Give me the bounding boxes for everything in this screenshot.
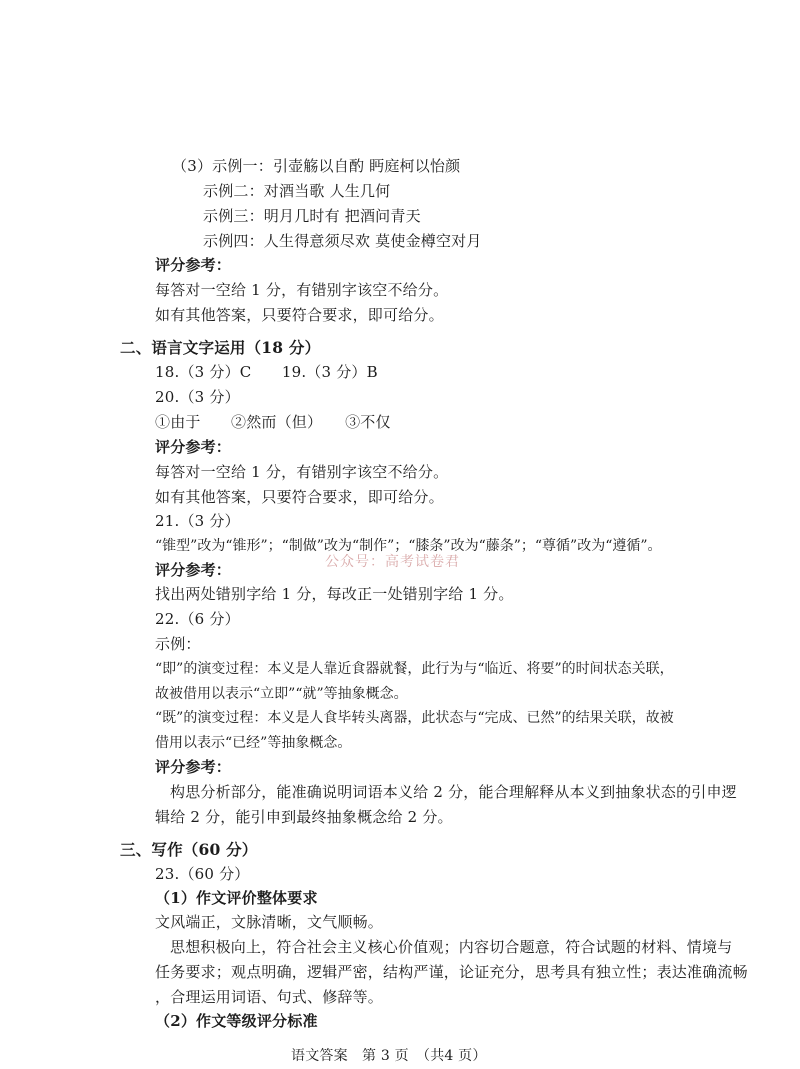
body-line: 任务要求；观点明确，逻辑严密，结构严谨，论证充分，思考具有独立性；表达准确流畅 (155, 963, 748, 981)
q18-q19-answers: 18.（3 分）C 19.（3 分）B (155, 363, 378, 381)
q22-paragraph-line: “即”的演变过程：本义是人靠近食器就餐，此行为与“临近、将要”的时间状态关联， (155, 661, 674, 677)
subheading: （2）作文等级评分标准 (155, 1012, 318, 1030)
q22-paragraph-line: “既”的演变过程：本义是人食毕转头离器，此状态与“完成、已然”的结果关联，故被 (155, 710, 674, 726)
q21-label: 21.（3 分） (155, 512, 240, 530)
q20-answers: ①由于 ②然而（但） ③不仅 (155, 413, 391, 431)
q22-paragraph-line: 借用以表示“已经”等抽象概念。 (155, 735, 352, 751)
example-4: 示例四：人生得意须尽欢 莫使金樽空对月 (203, 232, 482, 250)
scoring-line: 如有其他答案，只要符合要求，即可给分。 (155, 488, 444, 506)
scoring-label: 评分参考： (155, 256, 232, 274)
q23-label: 23.（60 分） (155, 865, 250, 883)
watermark: 公众号：高考试卷君 (325, 554, 460, 570)
body-line: 文风端正，文脉清晰，文气顺畅。 (155, 913, 384, 931)
q22-label: 22.（6 分） (155, 610, 240, 628)
section-heading: 二、语言文字运用（18 分） (120, 338, 321, 357)
scoring-label: 评分参考： (155, 758, 232, 776)
section-heading: 三、写作（60 分） (120, 840, 258, 859)
scoring-line: 辑给 2 分，能引申到最终抽象概念给 2 分。 (155, 808, 453, 826)
q22-example-label: 示例： (155, 635, 201, 653)
scoring-line: 如有其他答案，只要符合要求，即可给分。 (155, 306, 444, 324)
scoring-line: 每答对一空给 1 分，有错别字该空不给分。 (155, 281, 449, 299)
subheading: （1）作文评价整体要求 (155, 889, 318, 907)
body-line: 思想积极向上，符合社会主义核心价值观；内容切合题意，符合试题的材料、情境与 (170, 938, 733, 956)
example-3: 示例三：明月几时有 把酒问青天 (203, 207, 421, 225)
scoring-label: 评分参考： (155, 438, 232, 456)
page-footer: 语文答案 第 3 页 （共4 页） (291, 1048, 487, 1064)
scoring-line: 构思分析部分，能准确说明词语本义给 2 分，能合理解释从本义到抽象状态的引申逻 (170, 783, 737, 801)
body-line: ，合理运用词语、句式、修辞等。 (155, 988, 384, 1006)
q20-label: 20.（3 分） (155, 388, 240, 406)
scoring-line: 每答对一空给 1 分，有错别字该空不给分。 (155, 463, 449, 481)
scoring-label: 评分参考： (155, 561, 232, 579)
scoring-line: 找出两处错别字给 1 分，每改正一处错别字给 1 分。 (155, 585, 514, 603)
q21-answer: “锥型”改为“锥形”；“制做”改为“制作”；“膝条”改为“藤条”；“尊循”改为“遵循”。 (155, 538, 662, 554)
example-2: 示例二：对酒当歌 人生几何 (203, 182, 391, 200)
q22-paragraph-line: 故被借用以表示“立即”“就”等抽象概念。 (155, 686, 408, 702)
item-3-example-1: （3）示例一：引壶觞以自酌 眄庭柯以怡颜 (172, 157, 461, 175)
